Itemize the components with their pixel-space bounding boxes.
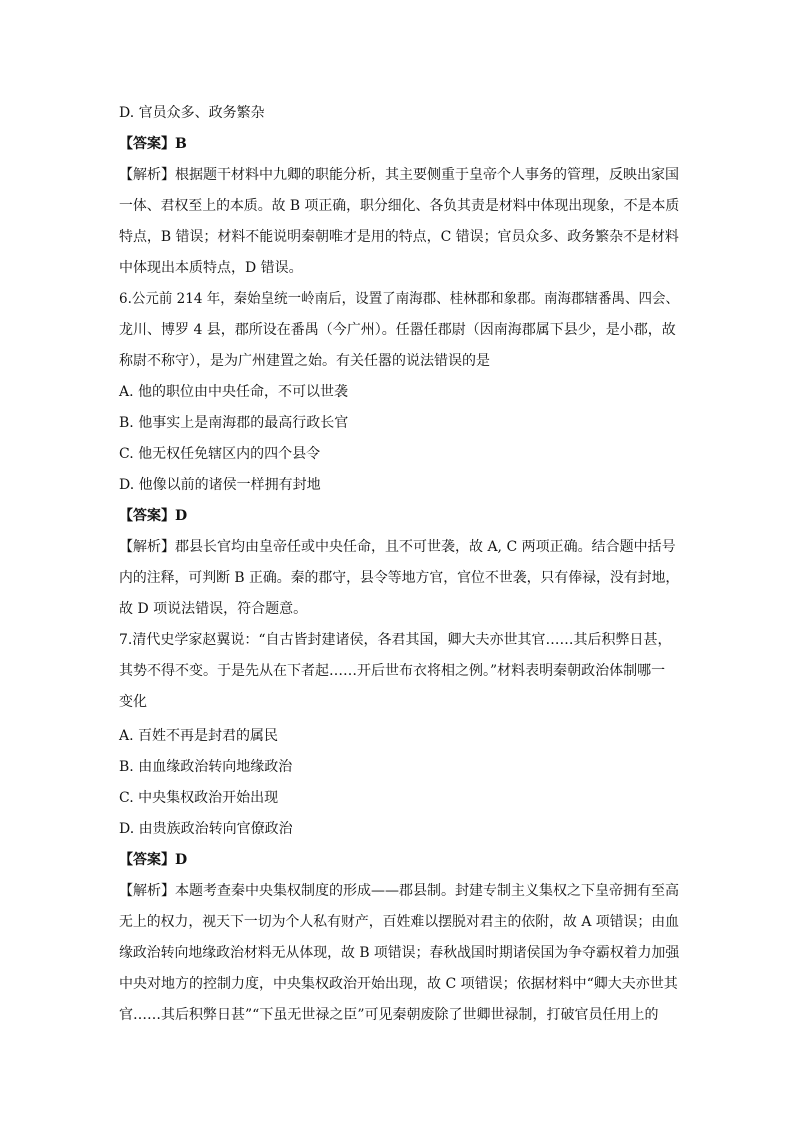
answer-q7: 【答案】D	[119, 852, 188, 868]
analysis-q6-line-2: 内的注释，可判断 B 正确。秦的郡守，县令等地方官，官位不世袭，只有俸禄，没有封地，	[119, 570, 680, 586]
option-a-q6: A. 他的职位由中央任命，不可以世袭	[119, 384, 349, 400]
option-d-q5: D. 官员众多、政务繁杂	[119, 105, 265, 121]
analysis-q6-line-3: 故 D 项说法错误，符合题意。	[119, 601, 308, 617]
question-7-line-1: 7.清代史学家赵翼说：“自古皆封建诸侯，各君其国，卿大夫亦世其官……其后积弊日甚，	[119, 632, 672, 648]
analysis-q5-line-3: 特点，B 错误；材料不能说明秦朝唯才是用的特点，C 错误；官员众多、政务繁杂不是材料	[119, 229, 679, 245]
question-6-line-3: 称尉不称守），是为广州建置之始。有关任嚣的说法错误的是	[119, 353, 490, 369]
question-7-line-3: 变化	[119, 694, 147, 710]
option-a-q7: A. 百姓不再是封君的属民	[119, 728, 279, 744]
answer-q5: 【答案】B	[119, 136, 187, 152]
option-d-q7: D. 由贵族政治转向官僚政治	[119, 821, 293, 837]
answer-q6: 【答案】D	[119, 508, 188, 524]
analysis-q5-line-2: 一体、君权至上的本质。故 B 项正确，职分细化、各负其责是材料中体现出现象，不是本质	[119, 198, 680, 214]
option-b-q6: B. 他事实上是南海郡的最高行政长官	[119, 415, 349, 431]
option-c-q6: C. 他无权任免辖区内的四个县令	[119, 446, 321, 462]
analysis-q6-line-1: 【解析】郡县长官均由皇帝任或中央任命，且不可世袭，故 A, C 两项正确。结合题中括号	[119, 539, 676, 555]
analysis-q7-line-4: 中央对地方的控制力度，中央集权政治开始出现，故 C 项错误；依据材料中“卿大夫亦世其	[119, 976, 678, 992]
question-6-line-2: 龙川、博罗 4 县，郡所设在番禺（今广州）。任嚣任郡尉（因南海郡属下县少，是小郡，故	[119, 322, 676, 338]
analysis-q7-line-5: 官……其后积弊日甚”“下虽无世禄之臣”可见秦朝废除了世卿世禄制，打破官员任用上的	[119, 1007, 659, 1023]
analysis-q7-line-3: 缘政治转向地缘政治材料无从体现，故 B 项错误；春秋战国时期诸侯国为争夺霸权着力加强	[119, 945, 680, 961]
analysis-q7-line-1: 【解析】本题考查秦中央集权制度的形成——郡县制。封建专制主义集权之下皇帝拥有至高	[119, 883, 679, 899]
option-c-q7: C. 中央集权政治开始出现	[119, 790, 279, 806]
analysis-q5-line-4: 中体现出本质特点，D 错误。	[119, 260, 303, 276]
question-7-line-2: 其势不得不变。于是先从在下者起……开后世布衣将相之例。”材料表明秦朝政治体制哪一	[119, 663, 666, 679]
analysis-q5-line-1: 【解析】根据题干材料中九卿的职能分析，其主要侧重于皇帝个人事务的管理，反映出家国	[119, 167, 679, 183]
option-d-q6: D. 他像以前的诸侯一样拥有封地	[119, 477, 321, 493]
option-b-q7: B. 由血缘政治转向地缘政治	[119, 759, 293, 775]
question-6-line-1: 6.公元前 214 年，秦始皇统一岭南后，设置了南海郡、桂林郡和象郡。南海郡辖番禺、四会、	[119, 291, 680, 307]
analysis-q7-line-2: 无上的权力，视天下一切为个人私有财产，百姓难以摆脱对君主的依附，故 A 项错误；由血	[119, 914, 680, 930]
